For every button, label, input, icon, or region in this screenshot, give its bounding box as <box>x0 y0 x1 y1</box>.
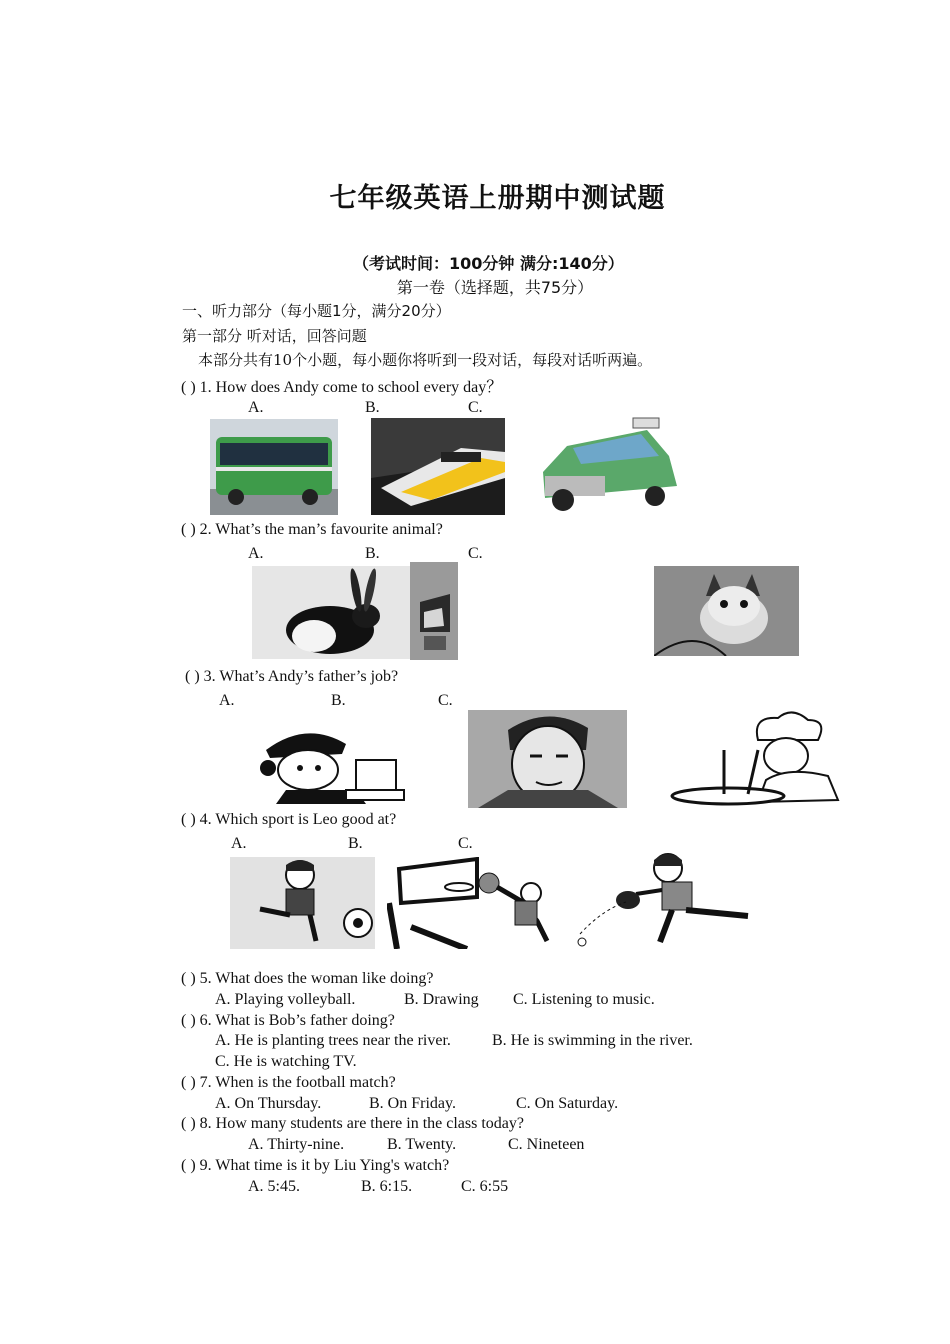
instruction-text: 本部分共有10个小题，每小题你将听到一段对话，每段对话听两遍。 <box>198 351 653 369</box>
question-6: ( ) 6. What is Bob’s father doing? <box>181 1012 395 1029</box>
question-3: ( ) 3. What’s Andy’s father’s job? <box>185 668 399 685</box>
section-heading: 一、听力部分（每小题1分，满分20分） <box>182 302 451 320</box>
chef-image <box>668 710 843 812</box>
option-b-label: B. <box>365 399 380 416</box>
question-7: ( ) 7. When is the football match? <box>181 1074 396 1091</box>
option-b: B. On Friday. <box>369 1095 456 1112</box>
question-1: ( ) 1. How does Andy come to school every day？ <box>181 379 503 396</box>
option-a: A. He is planting trees near the river. <box>215 1032 451 1049</box>
option-c: C. He is watching TV. <box>215 1053 357 1070</box>
option-b: B. Twenty. <box>387 1136 457 1153</box>
option-c: C. Listening to music. <box>513 991 655 1008</box>
soccer-image <box>230 857 375 949</box>
option-c: C. On Saturday. <box>516 1095 619 1112</box>
panda-image <box>410 562 458 660</box>
question-9: ( ) 9. What time is it by Liu Ying's watch? <box>181 1157 450 1174</box>
man-portrait-image <box>468 710 627 808</box>
train-image <box>371 418 505 515</box>
option-c-label: C. <box>438 692 453 709</box>
option-a-label: A. <box>219 692 235 709</box>
option-b-label: B. <box>331 692 346 709</box>
option-a: A. On Thursday. <box>215 1095 322 1112</box>
option-b: B. 6:15. <box>361 1178 413 1195</box>
option-c: C. 6:55 <box>461 1178 509 1195</box>
option-b: B. Drawing <box>404 991 479 1008</box>
option-c-label: C. <box>468 399 483 416</box>
option-b: B. He is swimming in the river. <box>492 1032 693 1049</box>
option-b-label: B. <box>348 835 363 852</box>
cat-image <box>654 566 799 656</box>
volume-heading: 第一卷（选择题，共75分） <box>396 278 594 297</box>
question-5: ( ) 5. What does the woman like doing? <box>181 970 434 987</box>
option-a-label: A. <box>231 835 247 852</box>
option-a-label: A. <box>248 399 264 416</box>
option-a-label: A. <box>248 545 264 562</box>
page-title: 七年级英语上册期中测试题 <box>329 183 666 214</box>
part-heading: 第一部分 听对话，回答问题 <box>182 327 367 345</box>
question-8: ( ) 8. How many students are there in the class today? <box>181 1115 525 1132</box>
exam-info: （考试时间：100分钟 满分:140分） <box>353 254 624 273</box>
pingpong-image <box>572 850 754 950</box>
policeman-image <box>246 720 406 804</box>
rabbit-image <box>252 566 412 659</box>
question-4: ( ) 4. Which sport is Leo good at? <box>181 811 397 828</box>
option-c: C. Nineteen <box>508 1136 585 1153</box>
question-2: ( ) 2. What’s the man’s favourite animal? <box>181 521 443 538</box>
option-a: A. Playing volleyball. <box>215 991 356 1008</box>
option-c-label: C. <box>468 545 483 562</box>
option-a: A. 5:45. <box>248 1178 300 1195</box>
option-b-label: B. <box>365 545 380 562</box>
option-c-label: C. <box>458 835 473 852</box>
basketball-image <box>387 857 565 949</box>
bus-image <box>210 419 338 515</box>
option-a: A. Thirty-nine. <box>248 1136 345 1153</box>
taxi-image <box>537 416 682 516</box>
